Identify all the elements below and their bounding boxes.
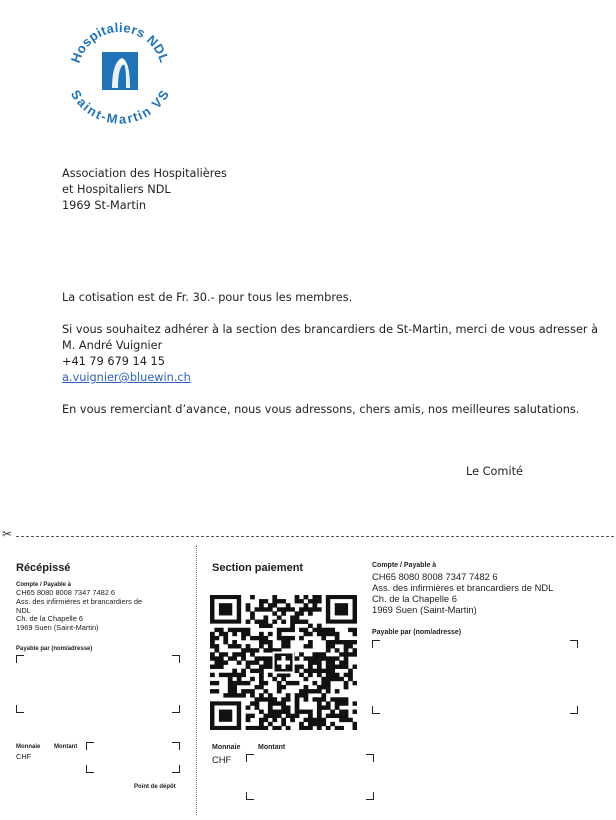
address-line-1: Association des Hospitalières (62, 167, 227, 180)
closing-paragraph: En vous remerciant d’avance, nous vous adressons, chers amis, nos meilleures salutations. (62, 403, 580, 416)
svg-text:Saint-Martin VS (68, 87, 172, 127)
contact-paragraph-line-1: Si vous souhaitez adhérer à la section des brancardiers de St-Martin, merci de vous adresser à (62, 323, 599, 336)
details-creditor-block (372, 571, 553, 615)
fee-paragraph: La cotisation est de Fr. 30.- pour tous les membres. (62, 291, 353, 304)
logo-arc-bottom-text: Saint-Martin VS (67, 87, 173, 127)
contact-phone: +41 79 679 14 15 (62, 355, 165, 368)
details-creditor: Ass. des infirmières et brancardiers de NDL (372, 582, 554, 593)
payment-currency: CHF (212, 754, 232, 765)
cut-line (0, 527, 616, 543)
letter-body (62, 290, 602, 418)
dashed-line (16, 536, 614, 537)
slip-divider-1 (196, 545, 197, 815)
logo-arc-top-text: Hospitaliers NDL (67, 19, 173, 65)
receipt-iban: CH65 8080 8008 7347 7482 6 (16, 588, 116, 597)
details-payable-by-label: Payable par (nom/adresse) (372, 629, 462, 636)
contact-email-link[interactable]: a.vuignier@bluewin.ch (62, 371, 191, 384)
details-street: Ch. de la Chapelle 6 (372, 593, 457, 604)
payment-section-title: Section paiement (212, 562, 304, 574)
scissors-icon: ✂ (2, 527, 13, 541)
details-iban: CH65 8080 8008 7347 7482 6 (372, 571, 498, 582)
signature: Le Comité (466, 465, 523, 478)
association-logo (60, 8, 180, 128)
details-account-label: Compte / Payable à (372, 562, 437, 569)
receipt-title: Récépissé (16, 562, 71, 574)
receipt-account-label: Compte / Payable à (16, 582, 72, 588)
qr-code-icon (210, 595, 357, 730)
receipt-creditor-line-2: NDL (16, 605, 31, 615)
address-line-2: et Hospitaliers NDL (62, 183, 171, 196)
receipt-amount-label: Montant (54, 744, 78, 750)
details-city: 1969 Suen (Saint-Martin) (372, 604, 477, 615)
payment-currency-label: Monnaie (212, 744, 241, 751)
receipt-city: 1969 Suen (Saint-Martin) (16, 623, 99, 633)
logo-emblem-icon (60, 8, 180, 128)
sender-address (62, 166, 227, 214)
address-line-3: 1969 St-Martin (62, 199, 147, 212)
receipt-payable-by-label: Payable par (nom/adresse) (16, 646, 93, 652)
receipt-creditor-block (16, 589, 142, 633)
receipt-currency-label: Monnaie (16, 744, 41, 750)
contact-name: M. André Vuignier (62, 339, 163, 352)
receipt-street: Ch. de la Chapelle 6 (16, 614, 83, 624)
receipt-currency: CHF (16, 752, 32, 761)
receipt-depot-label: Point de dépôt (134, 784, 176, 790)
payment-amount-label: Montant (258, 744, 286, 751)
receipt-creditor-line-1: Ass. des infirmières et brancardiers de (16, 596, 143, 606)
